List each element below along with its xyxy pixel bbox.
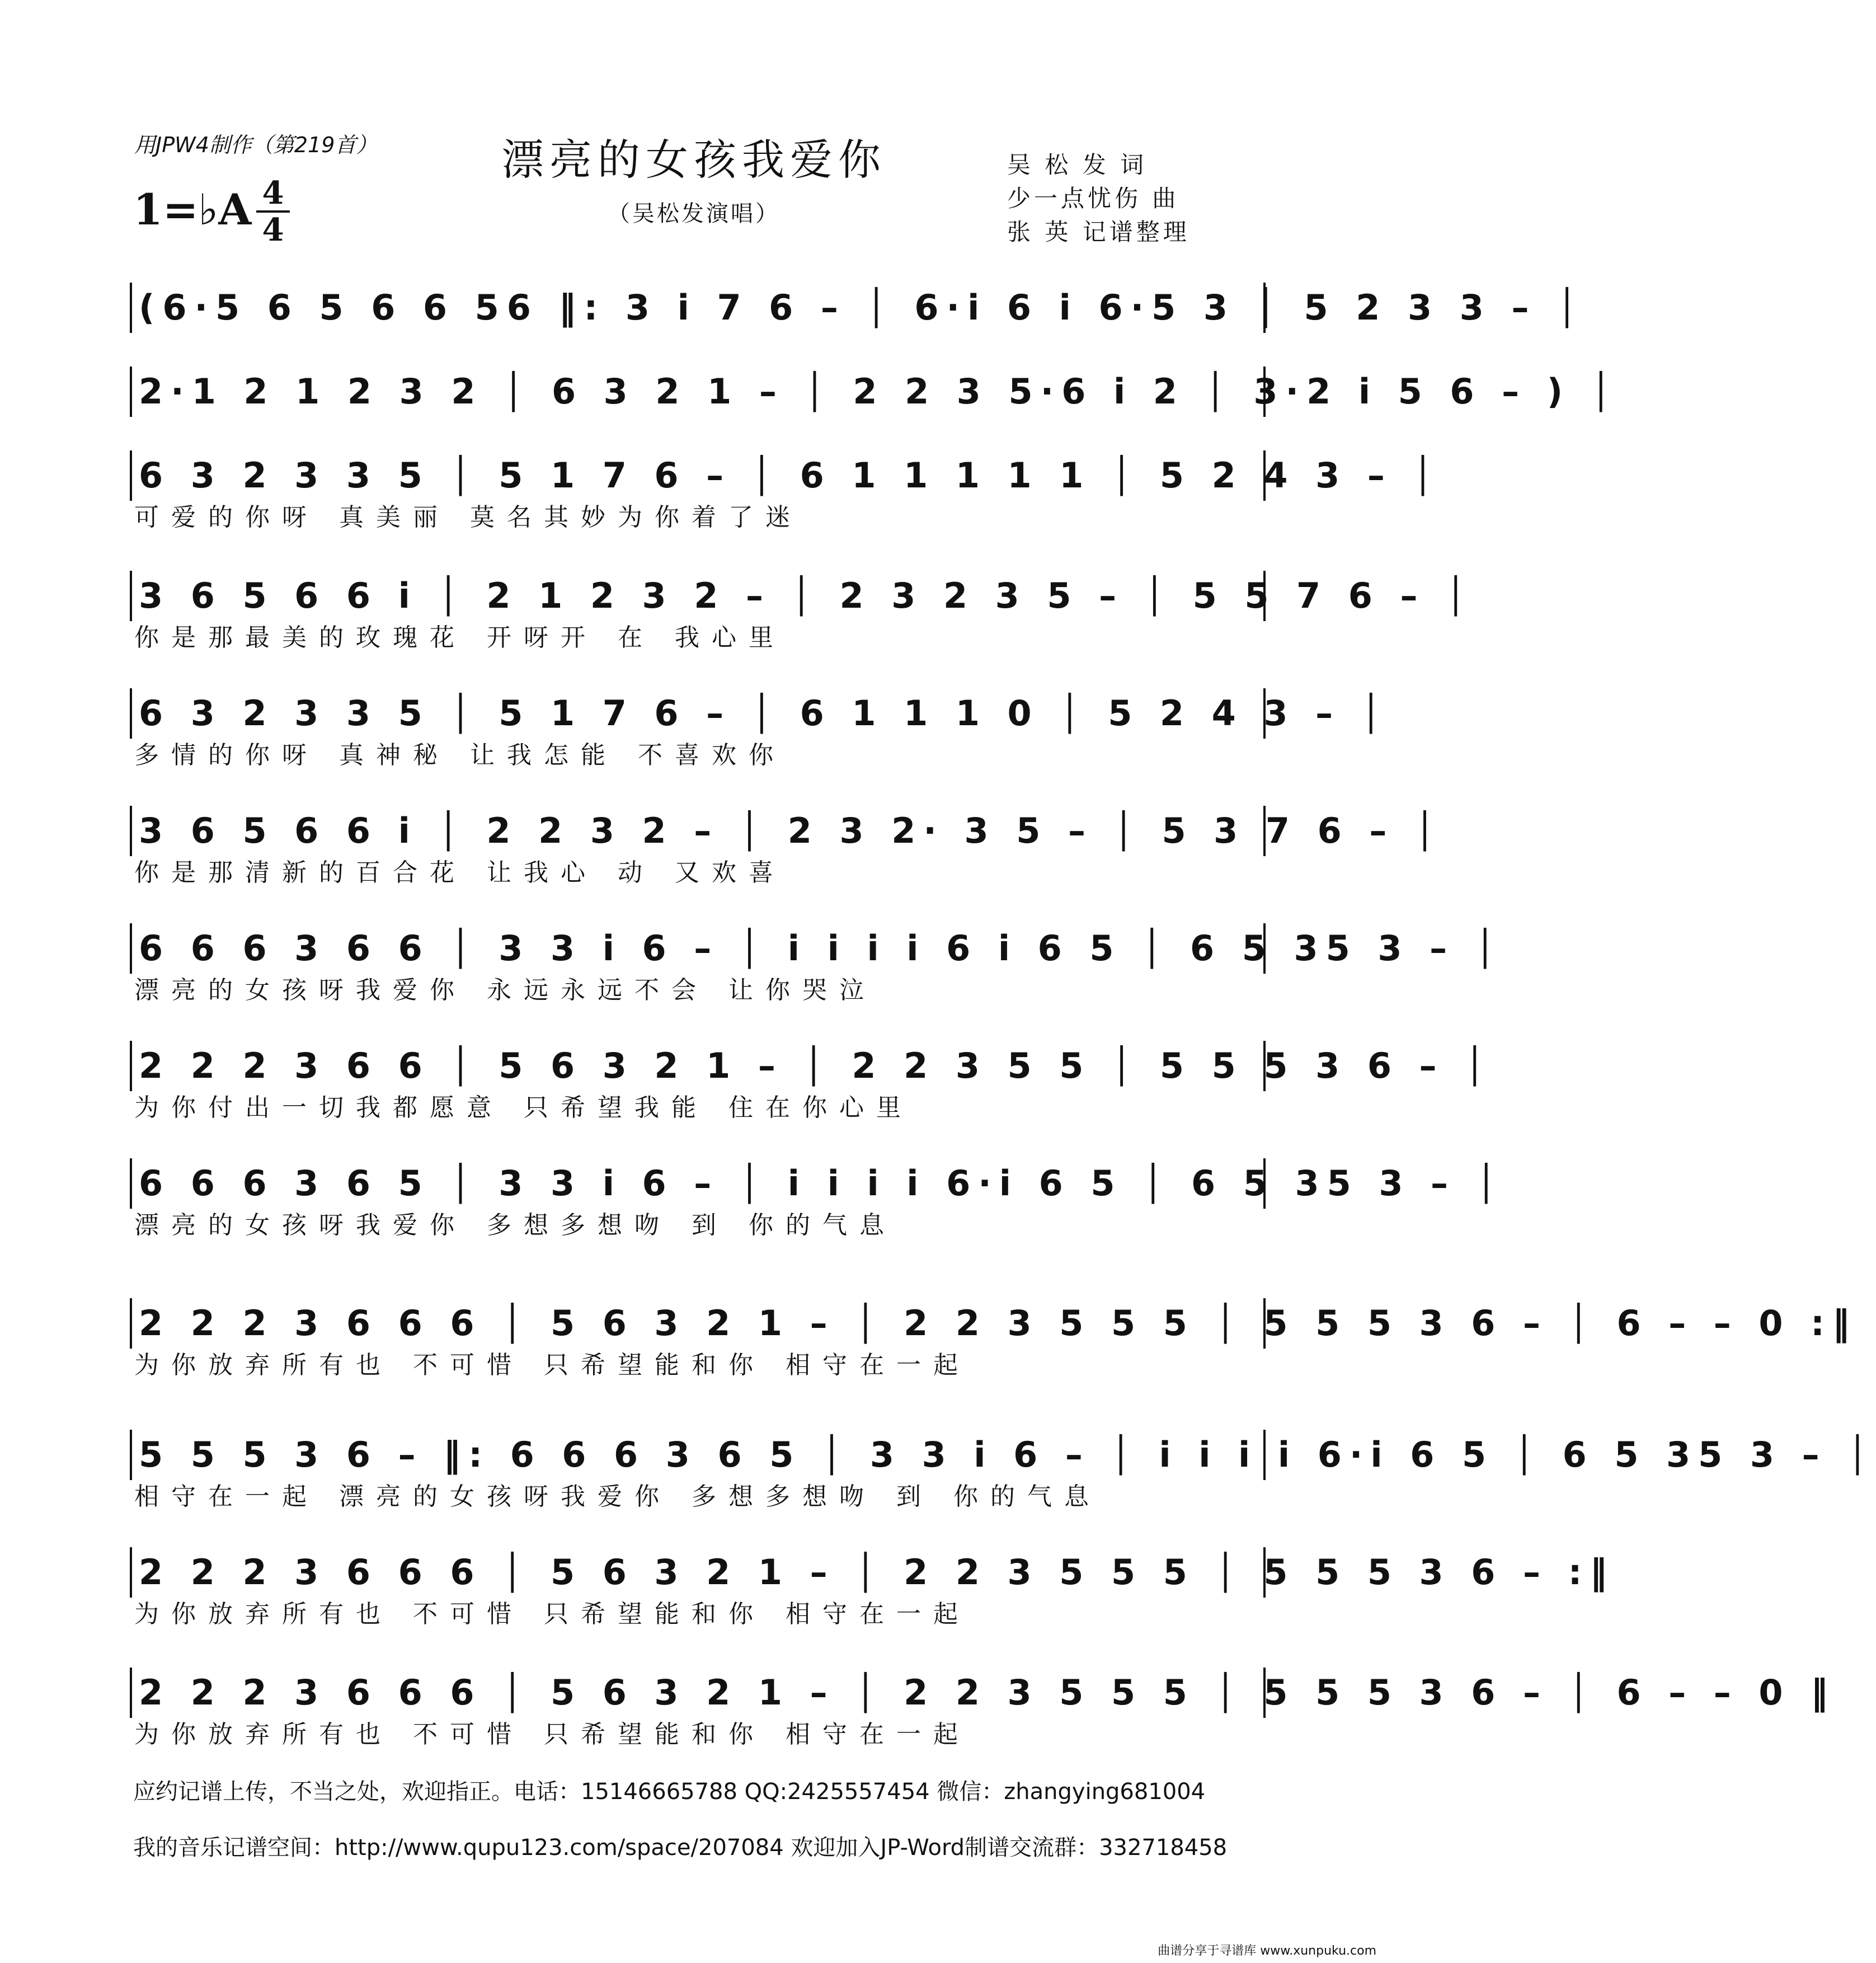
lyrics-line: 为你付出一切我都愿意 只希望我能 住在你心里 [134, 1093, 913, 1122]
notation-line [130, 806, 1444, 856]
time-signature [256, 175, 290, 248]
notation-text: 3 6 5 6 6 i │ 2 2 3 2 – │ 2 3 2· 3 5 – │ 5 3 7 6 – │ [139, 810, 1444, 851]
lyrics-line: 相守在一起 漂亮的女孩呀我爱你 多想多想吻 到 你的气息 [134, 1482, 1101, 1511]
lyrics-line: 为你放弃所有也 不可惜 只希望能和你 相守在一起 [134, 1720, 970, 1749]
score-row [130, 1547, 1615, 1631]
notation-text: 6 6 6 3 6 6 │ 3 3 i 6 – │ i i i i 6 i 6 5 │ 6 5 35 3 – │ [139, 928, 1503, 969]
notation-line [130, 1430, 1876, 1480]
lyrics-line: 为你放弃所有也 不可惜 只希望能和你 相守在一起 [134, 1600, 970, 1628]
notation-text: 5 5 5 3 6 – ‖: 6 6 6 3 6 5 │ 3 3 i 6 – │ i i i i 6·i 6 5 │ 6 5 35 3 – │ [139, 1434, 1876, 1475]
singer-line: （吴松发演唱） [608, 201, 780, 227]
song-title: 漂亮的女孩我爱你 [501, 135, 886, 185]
score-row [130, 688, 1390, 772]
notation-line [130, 571, 1474, 621]
lyrics-line: 多情的你呀 真神秘 让我怎能 不喜欢你 [134, 741, 786, 769]
score-row [130, 450, 1441, 534]
notation-text: 3 6 5 6 6 i │ 2 1 2 3 2 – │ 2 3 2 3 5 – │ 5 5 7 6 – │ [139, 575, 1474, 616]
score-row [130, 1668, 1836, 1751]
notation-line [130, 367, 1619, 417]
notation-text: (6·5 6 5 6 6 56 ‖: 3 i 7 6 – │ 6·i 6 i 6·5 3 │ 5 2 3 3 – │ [139, 287, 1586, 328]
notation-text: 2 2 2 3 6 6 6 │ 5 6 3 2 1 – │ 2 2 3 5 5 5 │ 5 5 5 3 6 – :‖ [139, 1552, 1615, 1593]
notation-text: 6 3 2 3 3 5 │ 5 1 7 6 – │ 6 1 1 1 1 1 │ 5 2 4 3 – │ [139, 455, 1441, 496]
footer-space-link: 我的音乐记谱空间：http://www.qupu123.com/space/207084 欢迎加入JP-Word制谱交流群：332718458 [133, 1835, 1228, 1861]
credit-composer: 少一点忧伤 曲 [1007, 185, 1179, 212]
notation-line [130, 1158, 1504, 1209]
lyrics-line: 你是那清新的百合花 让我心 动 又欢喜 [134, 858, 786, 887]
notation-text: 6 3 2 3 3 5 │ 5 1 7 6 – │ 6 1 1 1 0 │ 5 2 4 3 – │ [139, 693, 1390, 734]
notation-line [130, 688, 1390, 739]
lyrics-line: 你是那最美的玫瑰花 开呀开 在 我心里 [134, 623, 786, 652]
notation-text: 2·1 2 1 2 3 2 │ 6 3 2 1 – │ 2 2 3 5·6 i 2 │ 3·2 i 5 6 – ) │ [139, 371, 1619, 412]
lyrics-line: 漂亮的女孩呀我爱你 多想多想吻 到 你的气息 [134, 1211, 896, 1239]
notation-line [130, 1041, 1493, 1091]
time-top: 4 [262, 175, 284, 212]
made-with-note: 用JPW4制作（第219首） [134, 133, 378, 157]
score-row [130, 1430, 1876, 1514]
score-row [130, 806, 1444, 890]
score-row [130, 1041, 1493, 1125]
score-row [130, 923, 1503, 1007]
credits [1007, 148, 1190, 249]
notation-line [130, 283, 1586, 333]
footer-contact: 应约记谱上传，不当之处，欢迎指正。电话：15146665788 QQ:2425557454 微信：zhangying681004 [133, 1779, 1206, 1805]
site-watermark: 曲谱分享于寻谱库 www.xunpuku.com [1158, 1944, 1376, 1958]
score-row [130, 1158, 1504, 1242]
notation-line [130, 1298, 1858, 1349]
notation-text: 2 2 2 3 6 6 6 │ 5 6 3 2 1 – │ 2 2 3 5 5 5 │ 5 5 5 3 6 – │ 6 – – 0 :‖ [139, 1303, 1858, 1344]
time-bottom: 4 [262, 212, 284, 248]
notation-line [130, 1547, 1615, 1598]
key-signature: 1=♭A [133, 185, 252, 234]
score-row [130, 571, 1474, 655]
notation-line [130, 923, 1503, 974]
score-row [130, 367, 1619, 417]
notation-line [130, 1668, 1836, 1718]
notation-line [130, 450, 1441, 501]
credit-lyricist: 吴 松 发 词 [1007, 151, 1148, 179]
notation-text: 2 2 2 3 6 6 │ 5 6 3 2 1 – │ 2 2 3 5 5 │ 5 5 5 3 6 – │ [139, 1045, 1493, 1086]
credit-transcriber: 张 英 记谱整理 [1007, 218, 1190, 246]
lyrics-line: 可爱的你呀 真美丽 莫名其妙为你着了迷 [134, 503, 802, 532]
lyrics-line: 为你放弃所有也 不可惜 只希望能和你 相守在一起 [134, 1351, 970, 1379]
notation-text: 6 6 6 3 6 5 │ 3 3 i 6 – │ i i i i 6·i 6 5 │ 6 5 35 3 – │ [139, 1163, 1504, 1204]
notation-text: 2 2 2 3 6 6 6 │ 5 6 3 2 1 – │ 2 2 3 5 5 5 │ 5 5 5 3 6 – │ 6 – – 0 ‖ [139, 1672, 1836, 1713]
lyrics-line: 漂亮的女孩呀我爱你 永远永远不会 让你哭泣 [134, 976, 876, 1004]
score-row [130, 1298, 1858, 1382]
score-row [130, 283, 1586, 333]
